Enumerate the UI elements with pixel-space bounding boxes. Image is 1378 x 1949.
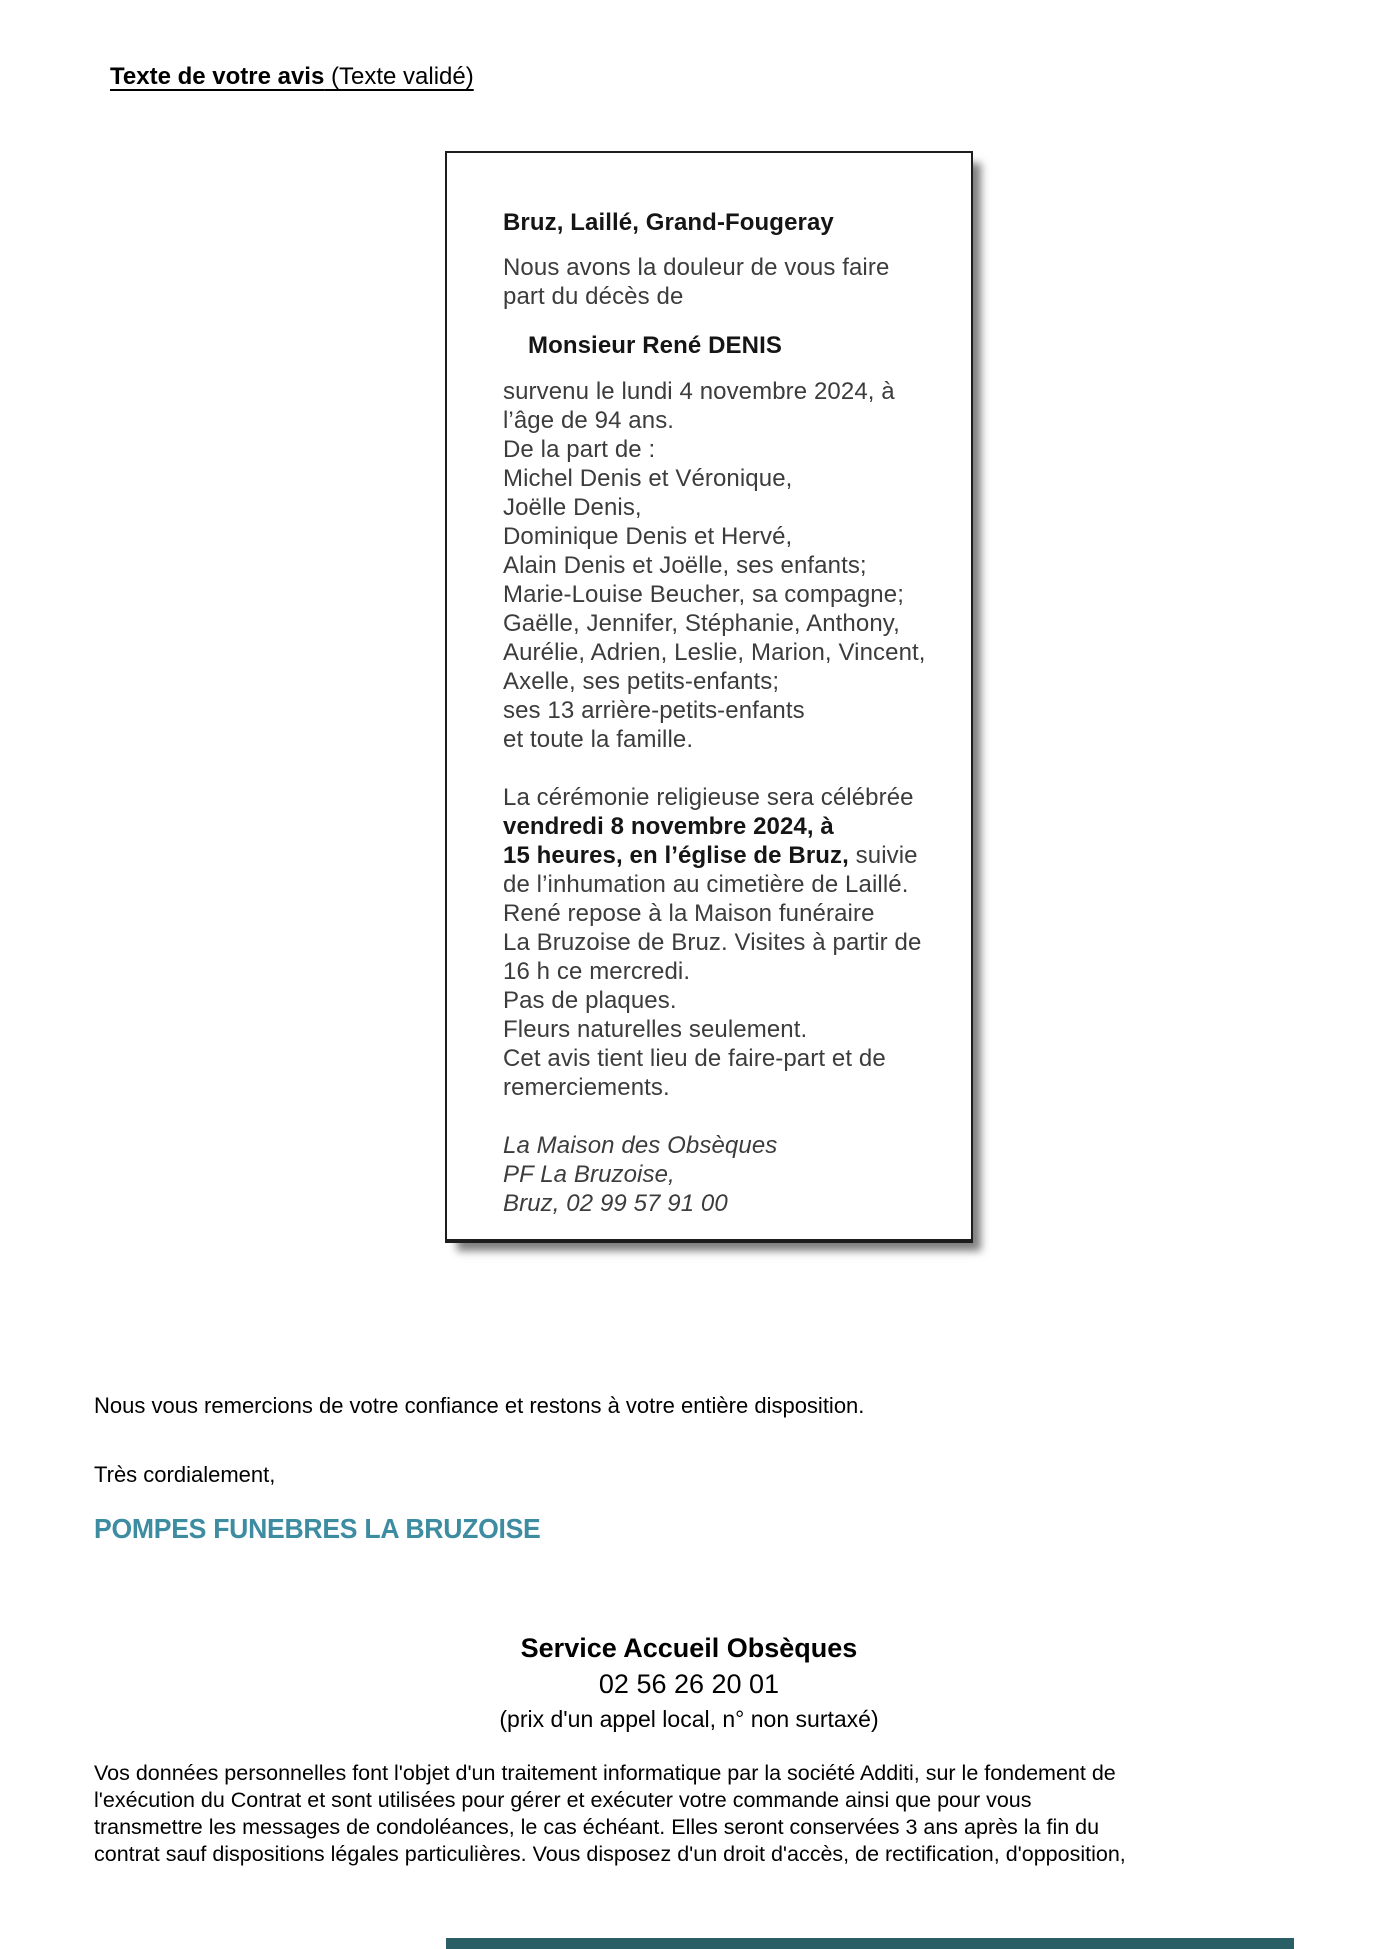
text-line [503, 493, 951, 522]
text-line [503, 899, 951, 928]
text-segment: Vos données personnelles font l'objet d'un traitement informatique par la société Additi, sur le fondement de [94, 1761, 1116, 1785]
text-segment: Pas de plaques. [503, 987, 677, 1014]
obituary-card [445, 151, 973, 1243]
text-segment: ses 13 arrière-petits-enfants [503, 697, 805, 724]
text-line [94, 1787, 1126, 1814]
text-segment: De la part de : [503, 436, 656, 463]
contact-phone-number: 02 56 26 20 01 [598, 1669, 780, 1699]
text-line [503, 841, 951, 870]
regards-message: Très cordialement, [94, 1462, 276, 1487]
text-segment: transmettre les messages de condoléances, le cas échéant. Elles seront conservées 3 ans après la fin du [94, 1815, 1100, 1839]
text-line [503, 406, 951, 435]
obituary-intro [503, 253, 951, 311]
text-segment: remerciements. [503, 1074, 670, 1101]
text-segment: La Maison des Obsèques [503, 1132, 778, 1159]
text-line [503, 253, 951, 282]
contact-block [94, 1630, 1284, 1736]
text-segment: 15 heures, en l’église de Bruz, [503, 842, 849, 869]
obituary-family-list [503, 377, 951, 754]
obituary-ceremony-details [503, 783, 951, 1102]
text-line [94, 1760, 1126, 1787]
text-segment: de l’inhumation au cimetière de Laillé. [503, 871, 909, 898]
text-line [503, 551, 951, 580]
text-segment: 16 h ce mercredi. [503, 958, 691, 985]
text-line [503, 696, 951, 725]
text-segment: Nous avons la douleur de vous faire [503, 254, 890, 281]
text-line [503, 1044, 951, 1073]
text-line [503, 282, 951, 311]
text-line [503, 783, 951, 812]
funeral-home-signature [503, 1131, 951, 1218]
text-segment: survenu le lundi 4 novembre 2024, à [503, 378, 895, 405]
text-line [503, 1131, 951, 1160]
text-segment: et toute la famille. [503, 726, 694, 753]
text-segment: Aurélie, Adrien, Leslie, Marion, Vincent, [503, 639, 926, 666]
text-line [503, 1015, 951, 1044]
text-line [503, 609, 951, 638]
text-segment: René repose à la Maison funéraire [503, 900, 875, 927]
text-segment: Cet avis tient lieu de faire-part et de [503, 1045, 886, 1072]
text-segment: PF La Bruzoise, [503, 1161, 675, 1188]
text-line [503, 870, 951, 899]
text-line [503, 928, 951, 957]
text-segment: part du décès de [503, 283, 684, 310]
text-segment: Marie-Louise Beucher, sa compagne; [503, 581, 904, 608]
text-segment: l’âge de 94 ans. [503, 407, 675, 434]
company-name: POMPES FUNEBRES LA BRUZOISE [94, 1513, 541, 1544]
text-segment: La cérémonie religieuse sera célébrée [503, 784, 914, 811]
text-line [503, 1160, 951, 1189]
signature-banner-edge [446, 1938, 1294, 1949]
text-segment: Dominique Denis et Hervé, [503, 523, 793, 550]
text-segment: La Bruzoise de Bruz. Visites à partir de [503, 929, 922, 956]
text-segment: Michel Denis et Véronique, [503, 465, 793, 492]
text-segment: Axelle, ses petits-enfants; [503, 668, 780, 695]
text-line [503, 522, 951, 551]
thanks-message: Nous vous remercions de votre confiance et restons à votre entière disposition. [94, 1393, 865, 1418]
text-line [503, 812, 951, 841]
text-line [503, 464, 951, 493]
obituary-localities: Bruz, Laillé, Grand-Fougeray [503, 209, 834, 236]
text-line [503, 638, 951, 667]
text-line [503, 1189, 951, 1218]
section-title-note-text: (Texte validé) [331, 63, 474, 90]
text-segment: Bruz, 02 99 57 91 00 [503, 1190, 728, 1217]
text-line [94, 1841, 1126, 1868]
text-line [503, 1073, 951, 1102]
text-segment: Fleurs naturelles seulement. [503, 1016, 808, 1043]
text-segment: suivie [848, 842, 918, 869]
text-segment: Alain Denis et Joëlle, ses enfants; [503, 552, 867, 579]
text-line [503, 986, 951, 1015]
deceased-name: Monsieur René DENIS [528, 332, 782, 359]
text-segment: l'exécution du Contrat et sont utilisées pour gérer et exécuter votre commande ainsi que pour vous [94, 1788, 1032, 1812]
text-segment: vendredi 8 novembre 2024, à [503, 813, 834, 840]
contact-service-title: Service Accueil Obsèques [520, 1633, 858, 1663]
text-line [503, 580, 951, 609]
text-line [503, 667, 951, 696]
section-title-main: Texte de votre avis [110, 63, 325, 90]
text-segment: contrat sauf dispositions légales particulières. Vous disposez d'un droit d'accès, de rectification, d'opposition, [94, 1842, 1126, 1866]
section-title [110, 62, 474, 92]
contact-phone-note: (prix d'un appel local, n° non surtaxé) [499, 1706, 879, 1732]
text-line [503, 435, 951, 464]
text-line [503, 957, 951, 986]
legal-notice [94, 1760, 1126, 1868]
text-line [503, 725, 951, 754]
text-segment: Joëlle Denis, [503, 494, 642, 521]
text-segment: Gaëlle, Jennifer, Stéphanie, Anthony, [503, 610, 900, 637]
text-line [503, 377, 951, 406]
section-title-note [331, 63, 474, 90]
text-line [94, 1814, 1126, 1841]
